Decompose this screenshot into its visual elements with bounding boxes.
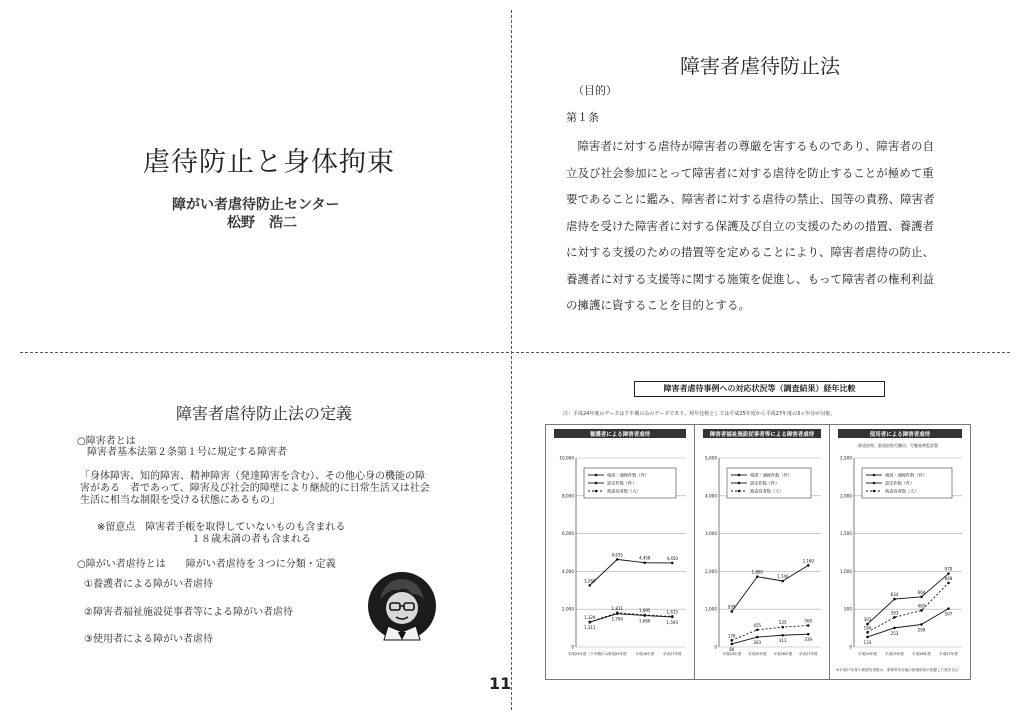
slide2-line: の擁護に資することを目的とする。: [566, 298, 750, 312]
data-point: [616, 611, 619, 614]
horizontal-divider: [20, 352, 1010, 353]
chart-footnote: ※平成27年度の被虐待者数は、事業所所在地の都道府県が把握した数を含む: [836, 668, 959, 672]
legend-label: 被虐待者数（人）: [750, 488, 784, 494]
data-point: [756, 636, 759, 639]
data-label: 1,593: [666, 619, 678, 625]
data-label: 194: [863, 625, 872, 631]
y-tick-label: 2,500: [840, 455, 852, 461]
data-label: 664: [917, 589, 926, 595]
data-point: [756, 575, 759, 578]
y-tick-label: 1,000: [840, 568, 852, 574]
slide2-line: 障害者に対する虐待が障害者の尊厳を害するものであり、障害者の自: [566, 139, 934, 153]
data-point: [643, 614, 646, 617]
data-point: [616, 558, 619, 561]
data-point: [671, 562, 674, 565]
data-point: [781, 580, 784, 583]
abuse-category: ②障害者福祉施設従事者等による障がい者虐待: [84, 607, 293, 618]
note-line: ※留意点 障害者手帳を取得していないものも含まれる: [97, 522, 346, 533]
slide1-presenter: 松野 浩二: [227, 215, 297, 231]
chart-subtitle: 都道府県、都道府県労働局、労働基準監督署: [858, 443, 938, 448]
chart-panel-caregiver: [545, 424, 695, 680]
quote-line: 生活に相当な制限を受ける状態にあるもの」: [80, 495, 280, 506]
quote-line: 「身体障害、知的障害、精神障害（発達障害を含む）、その他心身の機能の障: [80, 471, 425, 482]
data-point: [947, 607, 950, 610]
data-label: 939: [727, 604, 736, 610]
data-label: 455: [753, 622, 762, 628]
y-tick-label: 3,000: [705, 531, 717, 537]
x-tick-label: 平成26年度: [635, 652, 655, 656]
data-label: 634: [890, 592, 899, 598]
slide2-line: 要であることに鑑み、障害者に対する虐待の禁止、国等の責務、障害者: [566, 192, 935, 206]
definition-basis: 障害者基本法第２条第１号に規定する障害者: [77, 447, 287, 458]
x-tick-label: 平成25年度: [747, 652, 767, 656]
legend-marker: [873, 490, 876, 493]
legend-marker: [873, 482, 876, 485]
data-label: 569: [804, 618, 813, 624]
data-label: 80: [729, 646, 735, 652]
definition-heading: ○障害者とは: [77, 436, 136, 447]
x-tick-label: 平成24年度（下半期のみ）: [567, 652, 612, 656]
chart-facility: [695, 425, 829, 679]
data-label: 1,666: [639, 618, 651, 624]
legend-label: 相談・通報件数（件）: [607, 472, 649, 478]
slide2-line: に対する支援のための措置等を定めることにより、障害者虐待の防止、: [566, 245, 934, 259]
abuse-heading: ○障がい者虐待とは 障がい者虐待を３つに分類・定義: [77, 559, 336, 570]
data-point: [730, 639, 733, 642]
legend-marker: [595, 482, 598, 485]
abuse-category: ①養護者による障がい者虐待: [84, 579, 213, 590]
series-line: [868, 583, 949, 632]
y-tick-label: 0: [849, 644, 852, 650]
y-tick-label: 4,000: [562, 568, 574, 574]
slide2-line: 虐待を受けた障害者に対する保護及び自立の支援のための措置、養護者: [566, 218, 934, 233]
x-tick-label: 平成26年度: [912, 652, 931, 656]
data-point: [893, 616, 896, 619]
data-label: 1,329: [584, 614, 596, 620]
slide2-title: 障害者虐待防止法: [680, 54, 840, 78]
series-line: [732, 565, 809, 611]
data-label: 176: [727, 633, 736, 639]
y-tick-label: 0: [571, 644, 574, 650]
series-line: [868, 574, 949, 624]
data-label: 299: [917, 627, 926, 633]
y-tick-label: 10,000: [559, 455, 574, 461]
data-point: [588, 584, 591, 587]
character-illustration-icon: [366, 570, 438, 642]
x-tick-label: 平成27年度: [939, 652, 958, 656]
data-point: [730, 610, 733, 613]
data-label: 133: [863, 639, 872, 645]
data-label: 525: [778, 620, 787, 626]
vertical-divider: [511, 10, 512, 710]
abuse-category: ③使用者による障がい者虐待: [84, 634, 213, 645]
data-label: 1,695: [639, 607, 651, 613]
data-point: [807, 633, 810, 636]
legend-marker: [738, 482, 741, 485]
y-tick-label: 2,000: [562, 606, 574, 612]
y-tick-label: 5,000: [705, 455, 717, 461]
x-tick-label: 平成25年度: [607, 652, 627, 656]
legend-label: 認定件数（件）: [750, 480, 780, 486]
data-label: 4,458: [639, 555, 651, 561]
data-point: [643, 561, 646, 564]
y-tick-label: 1,000: [705, 606, 717, 612]
legend-label: 認定件数（件）: [885, 480, 915, 486]
data-point: [730, 643, 733, 646]
x-tick-label: 平成24年度: [722, 652, 742, 656]
chart-employer: [830, 425, 970, 679]
x-tick-label: 平成27年度: [662, 652, 682, 656]
legend-label: 被虐待者数（人）: [885, 488, 919, 494]
x-tick-label: 平成26年度: [773, 652, 793, 656]
y-tick-label: 1,500: [840, 531, 852, 537]
slide1-organization: 障がい者虐待防止センター: [172, 197, 340, 213]
slide4-title: 障害者虐待事例への対応状況等（調査結果）経年比較: [634, 381, 885, 397]
y-tick-label: 8,000: [562, 493, 574, 499]
data-label: 1,746: [777, 574, 789, 580]
chart-title: 養護者による障害者虐待: [589, 432, 651, 438]
legend-marker: [595, 474, 598, 477]
slide2-body: [566, 133, 962, 319]
data-label: 393: [890, 610, 899, 616]
series-line: [590, 559, 673, 585]
data-label: 1,764: [611, 616, 623, 622]
data-label: 3,260: [584, 578, 596, 584]
data-point: [807, 564, 810, 567]
legend-marker: [595, 490, 598, 493]
data-point: [947, 582, 950, 585]
chart-title: 使用者による障害者虐待: [869, 432, 931, 438]
slide2-purpose-label: （目的）: [573, 84, 617, 97]
legend-label: 相談・通報件数（件）: [750, 472, 792, 478]
x-tick-label: 平成27年度: [798, 652, 818, 656]
slide1-title: 虐待防止と身体拘束: [143, 147, 395, 178]
data-label: 253: [890, 630, 899, 636]
y-tick-label: 2,000: [840, 493, 852, 499]
data-point: [947, 572, 950, 575]
y-tick-label: 2,000: [705, 568, 717, 574]
data-point: [866, 636, 869, 639]
data-label: 507: [944, 611, 953, 617]
legend-label: 被虐待者数（人）: [607, 488, 641, 494]
slide3-title: 障害者虐待防止法の定義: [176, 404, 353, 423]
slide2-article: 第１条: [566, 111, 599, 124]
x-tick-label: 平成24年度: [858, 652, 877, 656]
data-point: [893, 627, 896, 630]
slide4-note: 注：平成24年度のデータは下半期のみのデータであり、経年比較としては平成25年度から平成27年度の3ヶ年分が対象。: [563, 411, 836, 417]
y-tick-label: 6,000: [562, 531, 574, 537]
chart-panel-facility: [694, 424, 830, 680]
note-line: １８歳未満の者も含まれる: [191, 534, 311, 545]
data-point: [920, 596, 923, 599]
data-label: 311: [778, 638, 787, 644]
data-point: [807, 624, 810, 627]
data-label: 1,311: [584, 625, 596, 631]
data-label: 263: [753, 640, 762, 646]
data-point: [866, 631, 869, 634]
data-point: [920, 609, 923, 612]
page-number: 11: [489, 674, 512, 693]
data-point: [781, 634, 784, 637]
slide2-line: 養護者に対する支援等に関する施策を促進し、もって障害者の権利利益: [566, 271, 934, 286]
quote-line: 害がある 者であって、障害及び社会的障壁により継続的に日常生活又は社会: [80, 483, 430, 494]
data-label: 1,615: [666, 609, 678, 615]
data-label: 339: [804, 637, 813, 643]
data-point: [893, 598, 896, 601]
data-point: [671, 615, 674, 618]
y-tick-label: 500: [844, 606, 852, 612]
legend-marker: [873, 474, 876, 477]
legend-marker: [738, 474, 741, 477]
chart-panel-employer: [829, 424, 971, 680]
data-label: 848: [944, 575, 953, 581]
slide2-line: 立及び社会参加にとって障害者に対する虐待を防止することが極めて重: [566, 165, 934, 180]
data-point: [756, 629, 759, 632]
y-tick-label: 4,000: [705, 493, 717, 499]
data-label: 1,811: [611, 605, 623, 611]
x-tick-label: 平成25年度: [885, 652, 904, 656]
data-label: 4,450: [666, 555, 678, 561]
legend-marker: [738, 490, 741, 493]
data-label: 483: [917, 603, 926, 609]
data-point: [920, 623, 923, 626]
chart-title: 障害者福祉施設従事者等による障害者虐待: [709, 432, 815, 438]
data-label: 303: [863, 617, 872, 623]
data-point: [781, 626, 784, 629]
data-point: [588, 621, 591, 624]
chart-caregiver: [546, 425, 694, 679]
data-label: 1,860: [751, 569, 763, 575]
y-tick-label: 0: [714, 644, 717, 650]
data-label: 4,635: [611, 552, 623, 558]
data-label: 2,160: [802, 558, 814, 564]
legend-label: 認定件数（件）: [607, 480, 637, 486]
data-label: 970: [944, 566, 953, 572]
legend-label: 相談・通報件数（件）: [885, 472, 927, 478]
